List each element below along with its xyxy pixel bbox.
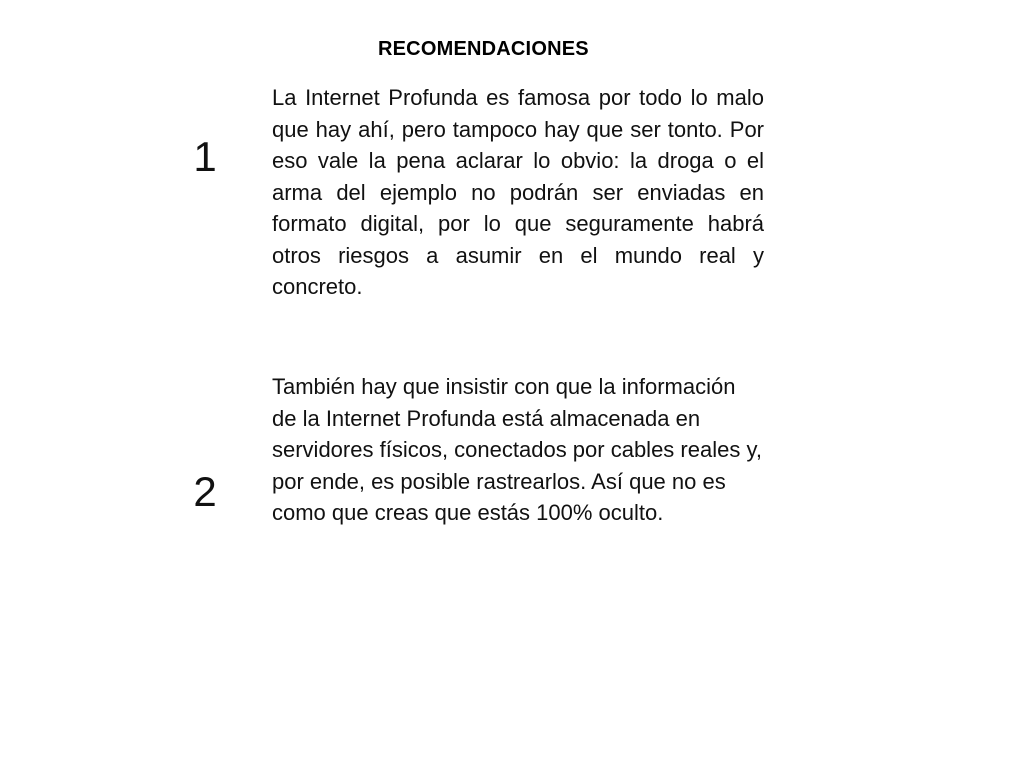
recommendation-number-1: 1 <box>193 133 217 180</box>
recommendation-number-2: 2 <box>193 468 217 515</box>
recommendation-text-2: También hay que insistir con que la información de la Internet Profunda está almacenada en servidores físicos, conectados por cables reales y, por ende, es posible rastrearlos. Así que no es como que creas que estás 100% oculto. <box>272 374 762 525</box>
recommendation-text-1: La Internet Profunda es famosa por todo lo malo que hay ahí, pero tampoco hay que ser tonto. Por eso vale la pena aclarar lo obvio: la droga o el arma del ejemplo no podrán ser enviadas en formato digital, por lo que seguramente habrá otros riesgos a asumir en el mundo real y concreto. <box>272 85 764 299</box>
slide-title: RECOMENDACIONES <box>378 38 589 60</box>
